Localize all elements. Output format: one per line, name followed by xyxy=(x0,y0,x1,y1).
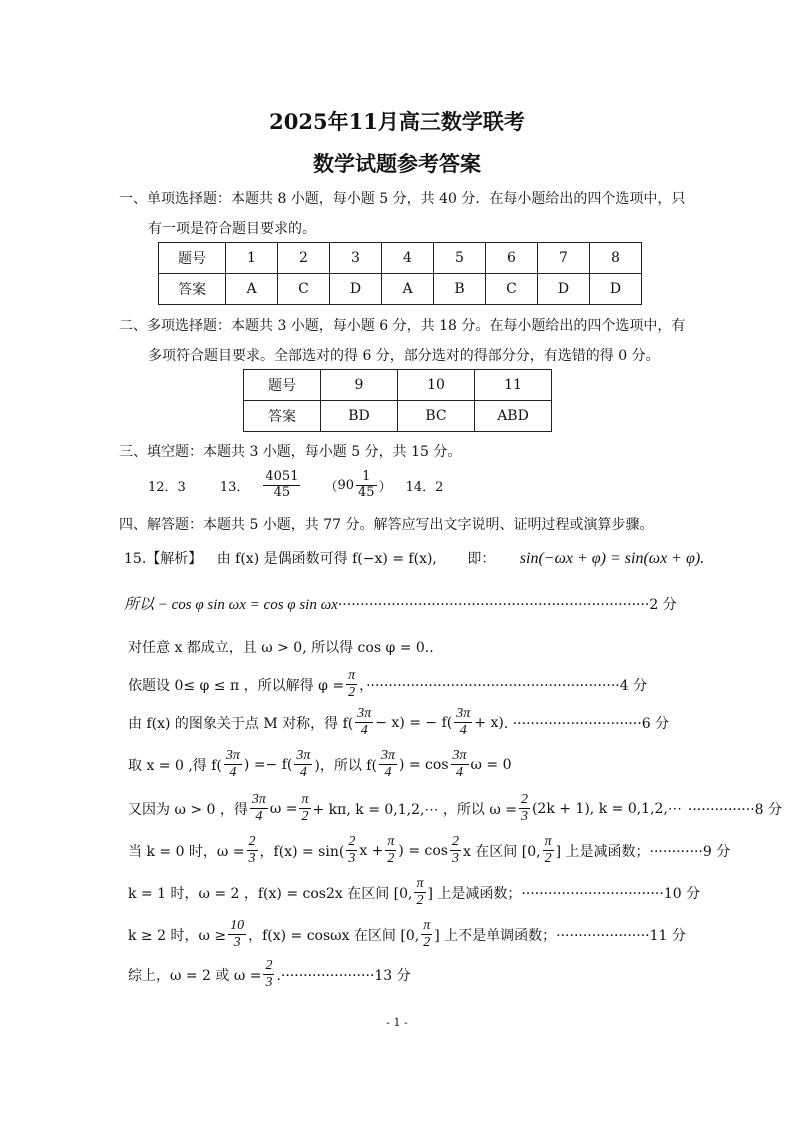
fraction-numerator: 3π xyxy=(250,792,268,809)
fraction-denominator: 2 xyxy=(544,851,552,867)
fraction xyxy=(385,834,396,867)
fraction-denominator: 3 xyxy=(265,975,273,991)
fraction xyxy=(543,834,554,867)
solution15-step: ，f(x) = sin( xyxy=(259,843,345,860)
score-marker: ············9 分 xyxy=(649,843,731,860)
solution15-step: 综上，ω = 2 或 ω = xyxy=(128,967,262,984)
score-marker: ·····················11 分 xyxy=(556,927,686,944)
fraction xyxy=(451,748,469,781)
section3-heading: 三、填空题：本题共 3 小题，每小题 5 分，共 15 分。 xyxy=(119,444,462,460)
table-row xyxy=(159,243,642,274)
answer-cell: A xyxy=(382,274,434,305)
fraction-denominator: 2 xyxy=(348,685,356,701)
answer-cell: B xyxy=(434,274,486,305)
answer-q13-label: 13． xyxy=(219,479,250,495)
solution15-step: k = 1 时，ω = 2 ，f(x) = cos2x 在区间 [0, xyxy=(128,885,413,902)
table-row xyxy=(244,370,552,401)
page-number: - 1 - xyxy=(386,1016,408,1029)
score-marker: ···············8 分 xyxy=(687,801,783,818)
answer-q13-mixed-number xyxy=(337,470,378,501)
solution15-line8 xyxy=(128,834,730,867)
fraction-denominator: 4 xyxy=(299,765,307,781)
score-marker: ································10 分 xyxy=(521,885,701,902)
solution15-step: 由 f(x) 的图象关于点 M 对称，得 f( xyxy=(128,715,354,732)
solution15-line10 xyxy=(128,918,686,951)
solution15-step: (2k + 1), k = 0,1,2,⋯ xyxy=(531,800,682,817)
fraction xyxy=(263,958,274,991)
fraction-denominator: 4 xyxy=(456,765,464,781)
answer-cell: A xyxy=(226,274,278,305)
fraction-denominator: 45 xyxy=(273,484,291,500)
solution15-step: ) = cos xyxy=(398,756,449,773)
answer-cell: BC xyxy=(398,401,475,432)
fraction xyxy=(346,668,357,701)
fraction-denominator: 3 xyxy=(520,809,528,825)
solution15-line9 xyxy=(128,876,700,909)
fraction xyxy=(355,706,373,739)
section4-heading: 四、解答题：本题共 5 小题，共 77 分。解答应写出文字说明、证明过程或演算步骤。 xyxy=(119,517,654,533)
solution15-equation: sin(−ωx + φ) = sin(ωx + φ). xyxy=(519,550,705,567)
fraction-numerator: 3π xyxy=(451,748,469,765)
solution15-step: x + xyxy=(359,842,384,859)
fraction-numerator: 2 xyxy=(263,958,274,975)
fraction-denominator: 4 xyxy=(255,809,263,825)
mixed-whole: 90 xyxy=(337,477,355,493)
section2-heading-line1: 二、多项选择题：本题共 3 小题，每小题 6 分，共 18 分。在每小题给出的四个选项中，有 xyxy=(119,318,686,334)
fraction-numerator: 1 xyxy=(356,470,377,486)
mixed-fraction xyxy=(356,470,377,501)
page-subtitle: 数学试题参考答案 xyxy=(313,151,481,176)
fraction-numerator: π xyxy=(421,918,432,935)
fraction xyxy=(294,748,312,781)
solution15-line3: 对任意 x 都成立，且 ω > 0, 所以得 cos φ = 0.. xyxy=(128,640,434,656)
solution15-step: ] 上不是单调函数； xyxy=(434,927,557,944)
single-choice-answer-table xyxy=(158,242,642,305)
page-title: 2025年11月高三数学联考 xyxy=(269,109,525,134)
solution15-line1 xyxy=(124,548,704,568)
fraction xyxy=(228,918,246,951)
fraction-numerator: 2 xyxy=(247,834,258,851)
question-number: 5 xyxy=(434,243,486,274)
answer-q14: 14．2 xyxy=(405,479,444,495)
solution15-step: 依题设 0≤ φ ≤ π ，所以解得 φ = xyxy=(128,677,345,694)
answer-cell: D xyxy=(330,274,382,305)
fraction-numerator: 2 xyxy=(519,792,530,809)
solution15-step: x 在区间 [0, xyxy=(462,843,541,860)
solution15-step: + kπ, k = 0,1,2,⋯ ，所以 ω = xyxy=(312,801,517,818)
fraction-denominator: 45 xyxy=(358,484,375,500)
score-marker: . ·····························6 分 xyxy=(503,715,670,732)
fraction-denominator: 2 xyxy=(387,851,395,867)
fraction-numerator: 3π xyxy=(224,748,242,765)
fraction-numerator: 3π xyxy=(379,748,397,765)
fraction xyxy=(224,748,242,781)
fraction-numerator: 3π xyxy=(355,706,373,723)
fraction xyxy=(519,792,530,825)
section1-heading-line1: 一、单项选择题：本题共 8 小题，每小题 5 分，共 40 分．在每小题给出的四个选项中，只 xyxy=(119,191,686,207)
table-row xyxy=(159,274,642,305)
solution15-line4 xyxy=(128,668,647,701)
score-marker: ······································································2 分 xyxy=(337,597,677,613)
solution-label: 15.【解析】 xyxy=(124,551,203,567)
fraction-numerator: π xyxy=(385,834,396,851)
answer-q13-fraction xyxy=(263,470,300,501)
question-number: 6 xyxy=(486,243,538,274)
solution15-step: ω = xyxy=(269,800,298,817)
row-label-answer: 答案 xyxy=(244,401,321,432)
solution15-line2 xyxy=(124,593,677,614)
answer-cell: BD xyxy=(321,401,398,432)
question-number: 2 xyxy=(278,243,330,274)
fraction-numerator: 10 xyxy=(228,918,246,935)
fraction-denominator: 2 xyxy=(423,935,431,951)
solution15-line11 xyxy=(128,958,411,991)
question-number: 7 xyxy=(538,243,590,274)
question-number: 1 xyxy=(226,243,278,274)
solution15-step: + x) xyxy=(474,714,504,731)
fraction-numerator: π xyxy=(299,792,310,809)
solution15-ji: 即： xyxy=(467,551,496,567)
fraction-numerator: π xyxy=(543,834,554,851)
section1-heading-line2: 有一项是符合题目要求的。 xyxy=(148,221,316,237)
fraction-numerator: 2 xyxy=(450,834,461,851)
fraction-denominator: 2 xyxy=(416,893,424,909)
solution15-step: ] 上是减函数； xyxy=(555,843,650,860)
fraction xyxy=(299,792,310,825)
row-label-number: 题号 xyxy=(159,243,226,274)
solution15-line5 xyxy=(128,706,669,739)
multi-choice-answer-table xyxy=(243,369,552,432)
answer-cell: D xyxy=(538,274,590,305)
question-number: 3 xyxy=(330,243,382,274)
fraction-numerator: π xyxy=(346,668,357,685)
fraction xyxy=(247,834,258,867)
question-number: 11 xyxy=(475,370,552,401)
answer-q13-alt-close: ） xyxy=(378,479,392,495)
solution15-step: )，所以 f( xyxy=(314,757,377,774)
answer-cell: D xyxy=(590,274,642,305)
solution15-step: ，f(x) = cosωx 在区间 [0, xyxy=(248,927,420,944)
solution15-step: − x) = − f( xyxy=(375,714,453,731)
fraction xyxy=(450,834,461,867)
solution15-step: ) = cos xyxy=(398,842,448,859)
solution15-step: 又因为 ω > 0 ，得 xyxy=(128,801,248,818)
score-marker: ，·························································4 分 xyxy=(359,677,648,694)
fraction xyxy=(250,792,268,825)
fill-blank-answers xyxy=(148,470,443,501)
fraction-denominator: 4 xyxy=(459,723,467,739)
answer-cell: C xyxy=(486,274,538,305)
solution15-step: 取 x = 0 ,得 f( xyxy=(128,757,222,774)
question-number: 4 xyxy=(382,243,434,274)
question-number: 8 xyxy=(590,243,642,274)
fraction-denominator: 4 xyxy=(229,765,237,781)
fraction-denominator: 3 xyxy=(233,935,241,951)
row-label-number: 题号 xyxy=(244,370,321,401)
question-number: 10 xyxy=(398,370,475,401)
answer-cell: ABD xyxy=(475,401,552,432)
answer-q12: 12．3 xyxy=(148,479,186,495)
fraction-numerator: 2 xyxy=(346,834,357,851)
solution15-step: 当 k = 0 时，ω = xyxy=(128,843,245,860)
solution15-step: ] 上是减函数； xyxy=(427,885,522,902)
fraction xyxy=(454,706,472,739)
fraction-denominator: 3 xyxy=(248,851,256,867)
fraction-numerator: π xyxy=(414,876,425,893)
answer-q13-alt-open: （ xyxy=(324,479,338,495)
fraction-numerator: 4051 xyxy=(265,469,299,484)
solution15-step: ) =− f( xyxy=(243,756,293,773)
fraction xyxy=(379,748,397,781)
fraction xyxy=(421,918,432,951)
answer-cell: C xyxy=(278,274,330,305)
row-label-answer: 答案 xyxy=(159,274,226,305)
fraction xyxy=(346,834,357,867)
section2-heading-line2: 多项符合题目要求。全部选对的得 6 分，部分选对的得部分分，有选错的得 0 分。 xyxy=(148,348,660,364)
fraction xyxy=(414,876,425,909)
fraction-denominator: 3 xyxy=(348,851,356,867)
fraction-denominator: 4 xyxy=(384,765,392,781)
solution15-line7 xyxy=(128,792,782,825)
question-number: 9 xyxy=(321,370,398,401)
fraction-denominator: 4 xyxy=(360,723,368,739)
score-marker: .·····················13 分 xyxy=(276,967,411,984)
solution15-step: 所以 − cos φ sin ωx = cos φ sin ωx xyxy=(124,597,338,613)
solution15-step: ω = 0 xyxy=(470,756,512,773)
solution15-line6 xyxy=(128,748,512,781)
fraction-numerator: 3π xyxy=(454,706,472,723)
solution15-step: k ≥ 2 时，ω ≥ xyxy=(128,927,227,944)
fraction-denominator: 2 xyxy=(301,809,309,825)
fraction-denominator: 3 xyxy=(451,851,459,867)
solution15-even-function: 由 f(x) 是偶函数可得 f(−x) = f(x), xyxy=(216,551,437,567)
fraction-numerator: 3π xyxy=(294,748,312,765)
table-row xyxy=(244,401,552,432)
